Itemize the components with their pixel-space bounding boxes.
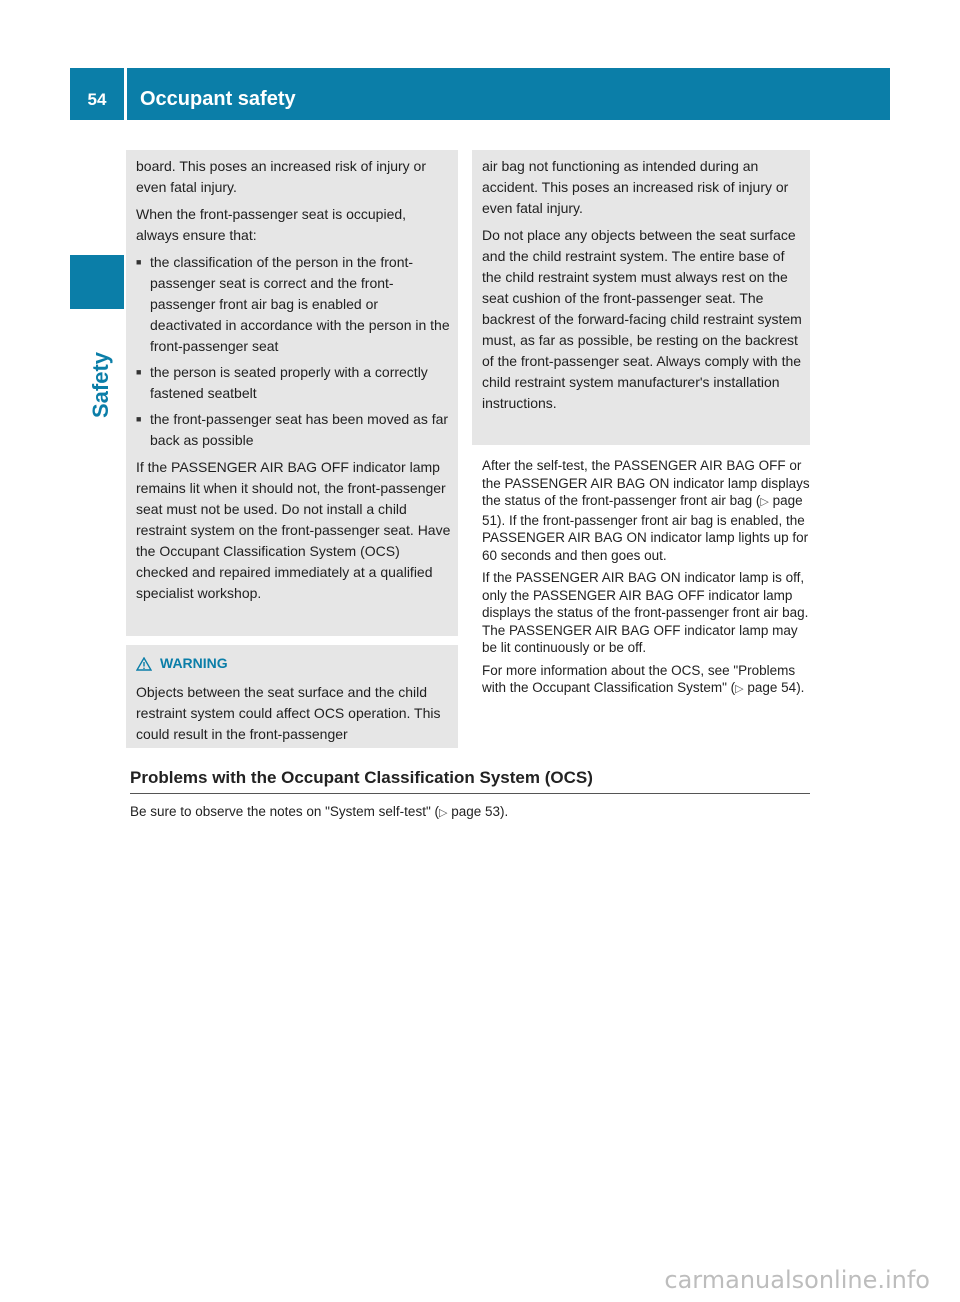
body-paragraph-1 <box>482 457 812 564</box>
text-span: For more information about the OCS, see "Problems with the Occupant Classification System" ( <box>482 662 796 695</box>
info-box-continuation <box>126 150 458 636</box>
warning-heading <box>136 653 452 674</box>
side-tab-marker <box>70 255 124 309</box>
subsection-heading: Problems with the Occupant Classification System (OCS) <box>130 768 593 787</box>
box3-paragraph-1: air bag not functioning as intended during an accident. This poses an increased risk of injury or even fatal injury. <box>482 158 789 216</box>
text-span: After the self-test, the PASSENGER AIR BAG OFF or the PASSENGER AIR BAG ON indicator lamp displays the status of the front-passenger front air bag ( <box>482 458 810 508</box>
box1-paragraph-2: When the front-passenger seat is occupied, always ensure that: <box>136 206 407 243</box>
page-ref-link[interactable]: page 51 <box>482 493 803 528</box>
page-ref-link[interactable]: page 53 <box>451 804 501 819</box>
page-ref-link[interactable]: page 54 <box>747 680 797 695</box>
section-title: Occupant safety <box>140 88 296 110</box>
page-ref-arrow-icon: ▷ <box>735 683 744 695</box>
box3-paragraph-2: Do not place any objects between the seat surface and the child restraint system. The entire base of the child restraint system must always rest on the seat cushion of the front-passenger seat. The backrest of the forward-facing child restraint system must, as far as possible, be resting on the backrest of the front-passenger seat. Always comply with the child restraint system manufacturer's installation instructions. <box>482 227 802 411</box>
text-span: ). If the front-passenger front air bag is enabled, the PASSENGER AIR BAG ON indicator lamp lights up for 60 seconds and then goes out. <box>482 512 809 563</box>
warning-triangle-icon <box>136 657 152 671</box>
heading-rule <box>130 793 810 794</box>
page-ref-arrow-icon: ▷ <box>438 807 448 819</box>
box1-bullet-list <box>136 252 452 451</box>
text-span: ). <box>796 680 805 695</box>
warning-text: Objects between the seat surface and the child restraint system could affect OCS operation. This could result in the front-passenger <box>136 684 441 742</box>
watermark: carmanualsonline.info <box>664 1266 930 1294</box>
header-divider <box>124 68 127 120</box>
warning-box-continuation <box>472 150 810 445</box>
box1-paragraph-3: If the PASSENGER AIR BAG OFF indicator lamp remains lit when it should not, the front-passenger seat must not be used. Do not install a child restraint system on the front-passenger seat. Have the Occupant Classification System (OCS) checked and repaired immediately at a qualified specialist workshop. <box>136 459 451 601</box>
warning-box <box>126 645 458 748</box>
subsection-text <box>130 804 810 819</box>
list-item: ■ the front-passenger seat has been moved as far back as possible <box>136 409 452 451</box>
body-paragraph-3 <box>482 662 812 699</box>
body-text-column <box>482 457 812 704</box>
box1-paragraph-1: board. This poses an increased risk of injury or even fatal injury. <box>136 158 426 195</box>
body-paragraph-2: If the PASSENGER AIR BAG ON indicator lamp is off, only the PASSENGER AIR BAG OFF indicator lamp displays the status of the front-passenger front air bag. The PASSENGER AIR BAG OFF indicator lamp may be lit continuously or be off. <box>482 570 809 655</box>
text-span: ). <box>500 804 509 819</box>
side-tab-label: Safety <box>88 351 113 418</box>
list-item: ■ the person is seated properly with a correctly fastened seatbelt <box>136 362 452 404</box>
warning-label: WARNING <box>160 655 228 671</box>
page-ref-arrow-icon: ▷ <box>760 496 769 508</box>
page-number: 54 <box>87 90 107 109</box>
list-item: ■ the classification of the person in the front-passenger seat is correct and the front-passenger front air bag is enabled or deactivated in accordance with the person in the front-passenger seat <box>136 252 452 357</box>
text-span: Be sure to observe the notes on "System self-test" ( <box>130 804 439 819</box>
